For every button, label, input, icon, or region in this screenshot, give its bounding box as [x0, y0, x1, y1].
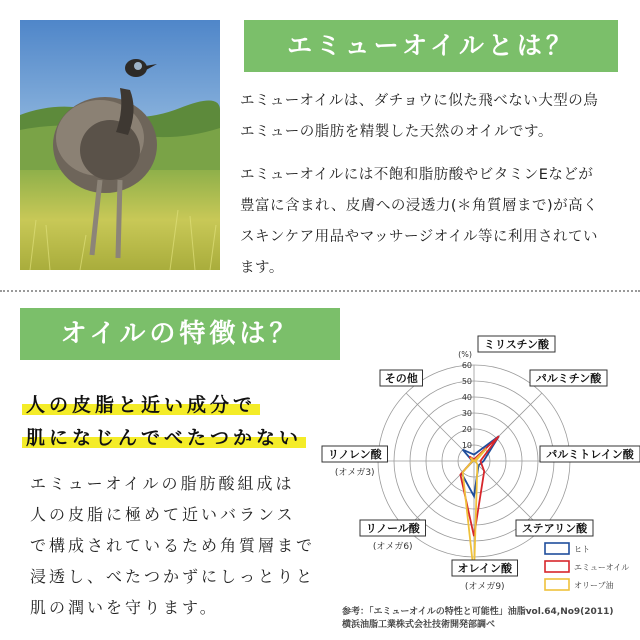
paragraph-line: で構成されているため角質層まで [30, 536, 316, 555]
section1-paragraph1 [240, 86, 598, 148]
section2-title: オイルの特徴は？ [20, 308, 340, 360]
axis-label: その他 [384, 372, 418, 385]
radar-unit-label: (%) [458, 350, 472, 359]
radar-tick-label: 10 [461, 441, 472, 450]
section-divider [0, 290, 640, 292]
radar-tick-label: 60 [461, 361, 472, 370]
emu-photo [20, 20, 220, 270]
fatty-acid-radar-chart [318, 330, 640, 600]
paragraph-line: スキンケア用品やマッサージオイル等に利用されてい [240, 229, 598, 245]
paragraph-line: 豊富に含まれ、皮膚への浸透力(＊角質層まで)が高く [240, 198, 599, 214]
axis-label: パルミトレイン酸 [546, 448, 634, 461]
legend-swatch [545, 579, 569, 590]
legend-swatch [545, 561, 569, 572]
axis-sublabel: (オメガ6) [372, 542, 413, 552]
radar-tick-label: 30 [461, 409, 472, 418]
paragraph-line: エミューオイルは、ダチョウに似た飛べない大型の鳥 [240, 93, 599, 109]
radar-tick-label: 40 [461, 393, 472, 402]
reference-line: 参考：「エミューオイルの特性と可能性」油脂vol.64,No9(2011) [342, 607, 614, 617]
reference-line: 横浜油脂工業株式会社技術開発部調べ [342, 620, 496, 630]
legend-swatch [545, 543, 569, 554]
legend-label: オリーブ油 [574, 581, 614, 590]
section2-paragraph [30, 468, 315, 623]
paragraph-line: ます。 [240, 260, 284, 276]
paragraph-line: 肌の潤いを守ります。 [30, 598, 219, 617]
catchphrase-line: 肌になじんでべたつかない [22, 423, 306, 450]
axis-label: パルミチン酸 [535, 372, 602, 385]
axis-label: オレイン酸 [457, 562, 512, 575]
axis-label: リノール酸 [365, 522, 420, 535]
legend-label: ヒト [574, 545, 590, 554]
legend-label: エミューオイル [574, 563, 630, 572]
paragraph-line: 人の皮脂に極めて近いバランス [30, 505, 296, 524]
paragraph-line: エミューオイルの脂肪酸組成は [30, 474, 295, 493]
section1-paragraph2 [240, 160, 598, 284]
axis-sublabel: (オメガ3) [334, 468, 375, 478]
axis-sublabel: (オメガ9) [464, 582, 505, 592]
radar-tick-label: 50 [461, 377, 472, 386]
axis-label: ステアリン酸 [521, 522, 588, 535]
axis-label: リノレン酸 [327, 448, 382, 461]
catchphrase-line: 人の皮脂と近い成分で [22, 390, 260, 417]
paragraph-line: エミューオイルには不飽和脂肪酸やビタミンEなどが [240, 167, 594, 183]
reference-note [342, 606, 613, 632]
paragraph-line: エミューの脂肪を精製した天然のオイルです。 [240, 124, 553, 140]
axis-label: ミリスチン酸 [483, 338, 550, 351]
radar-tick-label: 20 [461, 425, 472, 434]
emu-image [20, 20, 220, 270]
section1-title: エミューオイルとは？ [244, 20, 618, 72]
paragraph-line: 浸透し、べたつかずにしっとりと [30, 567, 316, 586]
